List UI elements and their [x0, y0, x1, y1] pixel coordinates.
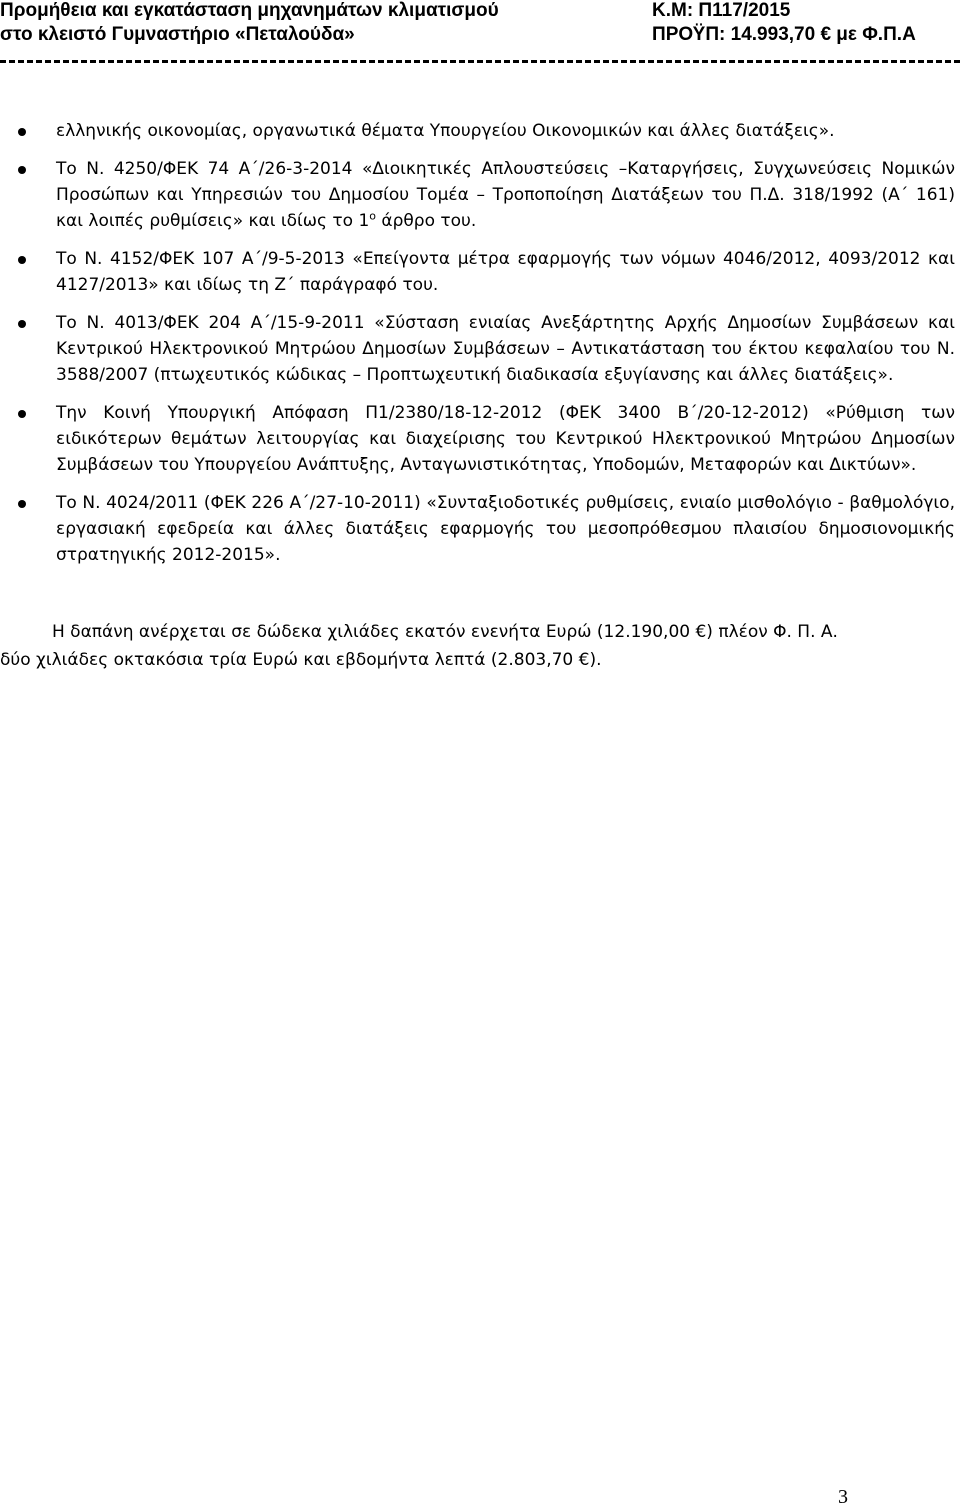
cost-line-1: Η δαπάνη ανέρχεται σε δώδεκα χιλιάδες εκατόν ενενήτα Ευρώ (12.190,00 €) πλέον Φ. Π. Α. — [52, 622, 838, 642]
cost-paragraph — [0, 618, 960, 674]
bullet-icon — [18, 320, 26, 328]
project-budget: ΠΡΟΫΠ: 14.993,70 € με Φ.Π.Α — [652, 24, 916, 45]
list-item-text: Το Ν. 4024/2011 (ΦΕΚ 226 Α΄/27-10-2011) «Συνταξιοδοτικές ρυθμίσεις, ενιαίο μισθολόγιο - βαθμολόγιο, εργασιακή εφεδρεία και άλλες διατάξεις εφαρμογής του μεσοπρόθεσμου πλαισίου δημοσιονομικής στρατηγικής 2012-2015». — [56, 493, 955, 565]
project-title-line-1: Προμήθεια και εγκατάσταση μηχανημάτων κλιματισμού — [0, 0, 499, 21]
header-row-2 — [0, 24, 960, 46]
header-row-1 — [0, 0, 960, 22]
page-number: 3 — [838, 1486, 848, 1508]
list-item-text: Το Ν. 4013/ΦΕΚ 204 Α΄/15-9-2011 «Σύσταση ενιαίας Ανεξάρτητης Αρχής Δημοσίων Συμβάσεων και Κεντρικού Ηλεκτρονικού Μητρώου Δημοσίων Συμβάσεων – Αντικατάσταση του έκτου κεφαλαίου του Ν. 3588/2007 (πτωχευτικός κώδικας – Προπτωχευτική διαδικασία εξυγίανσης και άλλες διατάξεις». — [56, 313, 955, 385]
bullet-icon — [18, 256, 26, 264]
legislation-list — [0, 118, 960, 580]
list-item — [0, 310, 960, 388]
project-title-line-2: στο κλειστό Γυμναστήριο «Πεταλούδα» — [0, 24, 355, 45]
list-item-text — [56, 156, 955, 234]
list-item — [0, 246, 960, 298]
list-item — [0, 118, 960, 144]
list-item-text: Την Κοινή Υπουργική Απόφαση Π1/2380/18-12-2012 (ΦΕΚ 3400 Β΄/20-12-2012) «Ρύθμιση των ειδικότερων θεμάτων λειτουργίας και διαχείρισης του Κεντρικού Ηλεκτρονικού Μητρώου Δημοσίων Συμβάσεων του Υπουργείου Ανάπτυξης, Ανταγωνιστικότητας, Υποδομών, Μεταφορών και Δικτύων». — [56, 403, 955, 475]
list-item-text-tail: άρθρο του. — [376, 211, 477, 231]
list-item-text-main: Το Ν. 4250/ΦΕΚ 74 Α΄/26-3-2014 «Διοικητικές Απλουστεύσεις –Καταργήσεις, Συγχωνεύσεις Νομικών Προσώπων και Υπηρεσιών του Δημοσίου Τομέα – Τροποποίηση Διατάξεων του Π.Δ. 318/1992 (Α΄ 161) και λοιπές ρυθμίσεις» και ιδίως το 1 — [56, 159, 955, 231]
list-item — [0, 156, 960, 234]
bullet-icon — [18, 166, 26, 174]
bullet-icon — [18, 410, 26, 418]
ordinal-superscript: ο — [369, 209, 376, 223]
header-dashed-divider — [0, 60, 960, 72]
list-item-text: ελληνικής οικονομίας, οργανωτικά θέματα Υπουργείου Οικονομικών και άλλες διατάξεις». — [56, 121, 835, 141]
bullet-icon — [18, 128, 26, 136]
list-item — [0, 400, 960, 478]
cost-line-2: δύο χιλιάδες οκτακόσια τρία Ευρώ και εβδομήντα λεπτά (2.803,70 €). — [0, 650, 602, 670]
bullet-icon — [18, 500, 26, 508]
list-item-text: Το Ν. 4152/ΦΕΚ 107 Α΄/9-5-2013 «Επείγοντα μέτρα εφαρμογής των νόμων 4046/2012, 4093/2012 και 4127/2013» και ιδίως τη Ζ΄ παράγραφό του. — [56, 249, 955, 295]
project-code: Κ.Μ: Π117/2015 — [652, 0, 791, 21]
list-item — [0, 490, 960, 568]
